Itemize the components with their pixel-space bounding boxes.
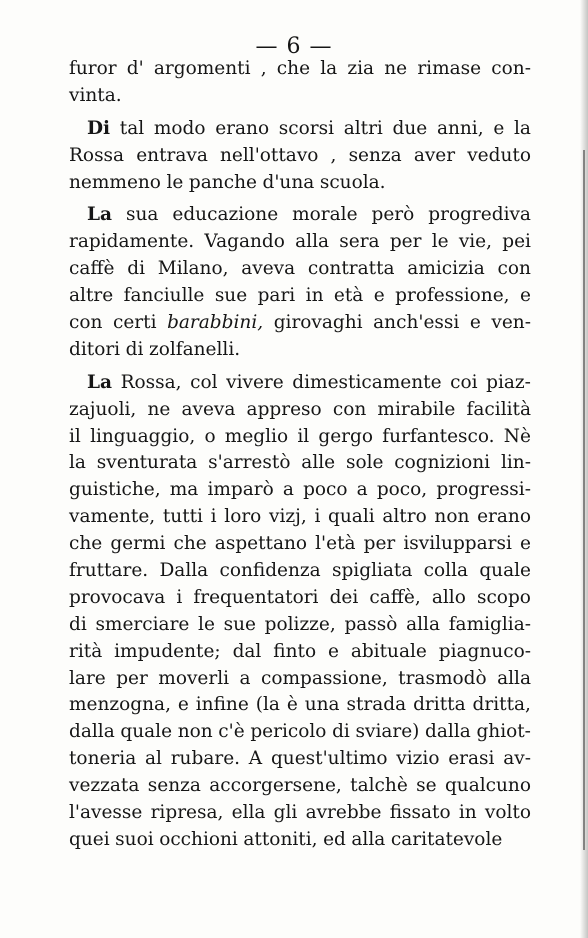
word: mirabile (377, 398, 456, 420)
word: passò (344, 613, 398, 635)
word: trasmodò (398, 667, 487, 689)
word: quale (479, 560, 531, 582)
word: erano (215, 117, 270, 139)
text-line (69, 116, 531, 143)
text-line (69, 229, 531, 256)
word: La (87, 204, 112, 226)
word: impudente; (114, 640, 221, 662)
word: amicizia (407, 258, 485, 280)
word: suoi (115, 828, 154, 850)
word: toneria (69, 748, 137, 770)
text-line (69, 450, 531, 477)
word: d' (126, 58, 144, 79)
word: e (373, 285, 385, 307)
word: vamente, (69, 506, 156, 528)
word: non (177, 721, 213, 743)
word: polizze, (264, 613, 336, 635)
word: morale (292, 204, 358, 226)
word: zia (347, 58, 375, 79)
word: A (248, 748, 263, 770)
word: di (69, 613, 87, 635)
word: attoniti, (243, 828, 318, 850)
word: talchè (350, 775, 408, 797)
word: argomenti (153, 58, 251, 79)
word: certi (112, 312, 157, 334)
text-line (69, 692, 531, 719)
word: di (125, 338, 144, 360)
text-line (69, 612, 531, 639)
word: abituale (350, 640, 427, 662)
text-line (69, 202, 531, 229)
word: aveva (181, 398, 236, 420)
word: quei (69, 828, 110, 850)
word: scopo (476, 586, 531, 608)
word: e (177, 694, 189, 716)
text-line (69, 585, 531, 612)
word: veduto (467, 144, 531, 166)
word: quale (120, 721, 173, 743)
word: vizio (396, 748, 440, 770)
text-line (69, 800, 531, 827)
word: tal (119, 117, 145, 139)
word: educazione (172, 204, 279, 226)
word: la (320, 58, 338, 79)
word: per (389, 231, 422, 253)
word: Dalla (159, 560, 209, 582)
word: la (513, 117, 531, 139)
word: anch'essi (373, 312, 460, 334)
word: le (431, 231, 449, 253)
word: Nè (503, 425, 531, 447)
word: modo (153, 117, 206, 139)
word: occhioni (159, 828, 238, 850)
text-line (69, 773, 531, 800)
word: la (69, 452, 86, 474)
word: i (210, 506, 217, 528)
word: le (198, 613, 215, 635)
word: senza (348, 144, 402, 166)
word: aver (413, 144, 456, 166)
word: (la (255, 694, 280, 716)
word: di (332, 721, 350, 743)
word: , (330, 144, 337, 166)
word: se (416, 775, 437, 797)
word: entrava (136, 144, 208, 166)
word: nemmeno (69, 171, 161, 193)
word: furfantesco. (382, 425, 495, 447)
word: e (469, 312, 481, 334)
word: volto (484, 802, 531, 824)
word: dimesticamente (292, 371, 442, 393)
text-line (69, 397, 531, 424)
word: meglio (224, 425, 289, 447)
word: età (333, 285, 364, 307)
word: poco (303, 479, 348, 501)
word: nell'ottavo (220, 144, 319, 166)
word: dei (329, 586, 359, 608)
word: colla (423, 560, 469, 582)
word: a (282, 479, 294, 501)
word: con (69, 312, 103, 334)
word: una (304, 694, 340, 716)
word: caritatevole (390, 828, 503, 850)
word: altri (343, 117, 383, 139)
word: sventurata (96, 452, 198, 474)
word: i (176, 586, 183, 608)
word: gergo (318, 425, 374, 447)
word: d'una (262, 171, 315, 193)
word: ma (169, 479, 199, 501)
word: di (127, 258, 145, 280)
text-line (69, 310, 531, 337)
word: pari (257, 285, 296, 307)
word: anni, (436, 117, 484, 139)
word: frequentatori (193, 586, 319, 608)
text-line (69, 337, 531, 364)
page-number: — 6 — (255, 34, 333, 59)
word: per (363, 533, 396, 555)
word: e (327, 640, 339, 662)
word: a (239, 667, 251, 689)
word: facilità (466, 398, 531, 420)
word: loro (224, 506, 262, 528)
word: sue (214, 285, 248, 307)
word: l'avesse (69, 802, 143, 824)
word: però (371, 204, 415, 226)
word: ne (147, 398, 171, 420)
word: vivere (226, 371, 284, 393)
word: ditori (69, 338, 121, 360)
word: confidenza (219, 560, 321, 582)
word: Rossa, (120, 371, 182, 393)
word: accorgersene, (209, 775, 342, 797)
word: in (305, 285, 324, 307)
word: è (286, 694, 298, 716)
word: ripresa, (150, 802, 224, 824)
text-line (69, 56, 531, 83)
word: strada (346, 694, 407, 716)
word: ella (231, 802, 266, 824)
word: allo (431, 586, 466, 608)
word: linguaggio, (90, 425, 196, 447)
text-line (69, 666, 531, 693)
word: gli (273, 802, 298, 824)
word: guistiche, (69, 479, 161, 501)
word: avrebbe (305, 802, 382, 824)
word: e (493, 117, 505, 139)
word: sviare) (355, 721, 420, 743)
word: compassione, (261, 667, 388, 689)
word: isvilupparsi (403, 533, 512, 555)
word: due (392, 117, 428, 139)
word: Di (87, 117, 111, 139)
word: vizj, (269, 506, 307, 528)
text-line (69, 719, 531, 746)
word: aspettano (214, 533, 308, 555)
word: spigliata (331, 560, 413, 582)
word: , (260, 58, 267, 79)
word: col (190, 371, 218, 393)
word: lare (69, 667, 106, 689)
text-line (69, 143, 531, 170)
word: La (87, 371, 112, 393)
word: fissato (389, 802, 451, 824)
word: rimase (417, 58, 482, 79)
word: alla (351, 828, 386, 850)
word: zolfanelli. (148, 338, 241, 360)
word: sua (125, 204, 159, 226)
word: piaz- (486, 371, 531, 393)
word: quest'ultimo (270, 748, 388, 770)
word: girovaghi (273, 312, 363, 334)
word: alla (497, 667, 531, 689)
word: av- (503, 748, 531, 770)
word: sole (345, 452, 384, 474)
word: o (204, 425, 216, 447)
text-line (69, 504, 531, 531)
word: cognizioni (394, 452, 491, 474)
word: infine (195, 694, 249, 716)
word: aveva (241, 258, 296, 280)
text-line (69, 827, 531, 854)
word: Vagando (204, 231, 285, 253)
word: il (297, 425, 310, 447)
text-line (69, 477, 531, 504)
body-text (69, 56, 531, 854)
word: famiglia- (448, 613, 531, 635)
page-edge-line (583, 150, 585, 850)
word: c'è (218, 721, 245, 743)
word: alle (301, 452, 336, 474)
word: a (356, 479, 368, 501)
word: con (497, 258, 531, 280)
word: scuola. (319, 171, 386, 193)
word: qualcuno (444, 775, 531, 797)
word: erasi (448, 748, 495, 770)
word: fanciulle (123, 285, 205, 307)
word: poco, (376, 479, 428, 501)
word: le (166, 171, 184, 193)
word: che (276, 58, 311, 79)
word: pericolo (250, 721, 327, 743)
word: ne (384, 58, 408, 79)
word: ven- (491, 312, 531, 334)
word: germi (110, 533, 166, 555)
text-line (69, 170, 531, 197)
word: professione, (395, 285, 510, 307)
text-line (69, 370, 531, 397)
word: sera (339, 231, 380, 253)
word: dal (232, 640, 262, 662)
word: che (69, 533, 103, 555)
word: barabbini, (167, 312, 264, 334)
word: l'età (315, 533, 356, 555)
word: ghiot- (476, 721, 531, 743)
word: caffè, (369, 586, 421, 608)
word: il (69, 425, 81, 447)
word: con (332, 398, 367, 420)
word: alla (406, 613, 441, 635)
word: erano (477, 506, 531, 528)
text-line (69, 531, 531, 558)
word: contratta (307, 258, 395, 280)
word: imparò (207, 479, 274, 501)
word: pei (502, 231, 531, 253)
word: moverli (158, 667, 230, 689)
word: quali (328, 506, 375, 528)
word: piagnuco- (438, 640, 531, 662)
word: finto (273, 640, 317, 662)
word: scorsi (278, 117, 335, 139)
word: s'arrestò (208, 452, 291, 474)
word: lin- (500, 452, 531, 474)
word: in (458, 802, 477, 824)
word: smerciare (95, 613, 190, 635)
text-line (69, 83, 531, 110)
word: che (173, 533, 207, 555)
word: appreso (246, 398, 322, 420)
word: rapidamente. (69, 231, 195, 253)
word: progrediva (428, 204, 531, 226)
word: alla (295, 231, 330, 253)
text-line (69, 558, 531, 585)
word: tutti (162, 506, 203, 528)
word: senza (147, 775, 201, 797)
text-line (69, 283, 531, 310)
word: zajuoli, (69, 398, 137, 420)
word: caffè (69, 258, 115, 280)
word: e (519, 285, 531, 307)
word: progressi- (436, 479, 531, 501)
word: dritta, (472, 694, 531, 716)
word: e (520, 533, 531, 555)
word: coi (450, 371, 478, 393)
text-line (69, 746, 531, 773)
word: furor (69, 58, 117, 79)
word: provocava (69, 586, 166, 608)
word: ed (323, 828, 346, 850)
word: dalla (69, 721, 115, 743)
word: menzogna, (69, 694, 171, 716)
text-line (69, 639, 531, 666)
text-line (69, 256, 531, 283)
word: altre (69, 285, 114, 307)
word: vezzata (69, 775, 140, 797)
word: rubare. (170, 748, 241, 770)
word: i (314, 506, 321, 528)
word: dalla (425, 721, 471, 743)
word: panche (188, 171, 257, 193)
word: vinta. (69, 84, 122, 106)
word: dritta (413, 694, 466, 716)
word: vie, (458, 231, 493, 253)
word: altro (382, 506, 427, 528)
word: Rossa (69, 144, 125, 166)
word: al (145, 748, 162, 770)
word: rità (69, 640, 103, 662)
word: con- (491, 58, 531, 79)
word: fruttare. (69, 560, 149, 582)
word: non (434, 506, 470, 528)
word: per (116, 667, 148, 689)
text-line (69, 424, 531, 451)
word: Milano, (157, 258, 229, 280)
word: sue (223, 613, 256, 635)
